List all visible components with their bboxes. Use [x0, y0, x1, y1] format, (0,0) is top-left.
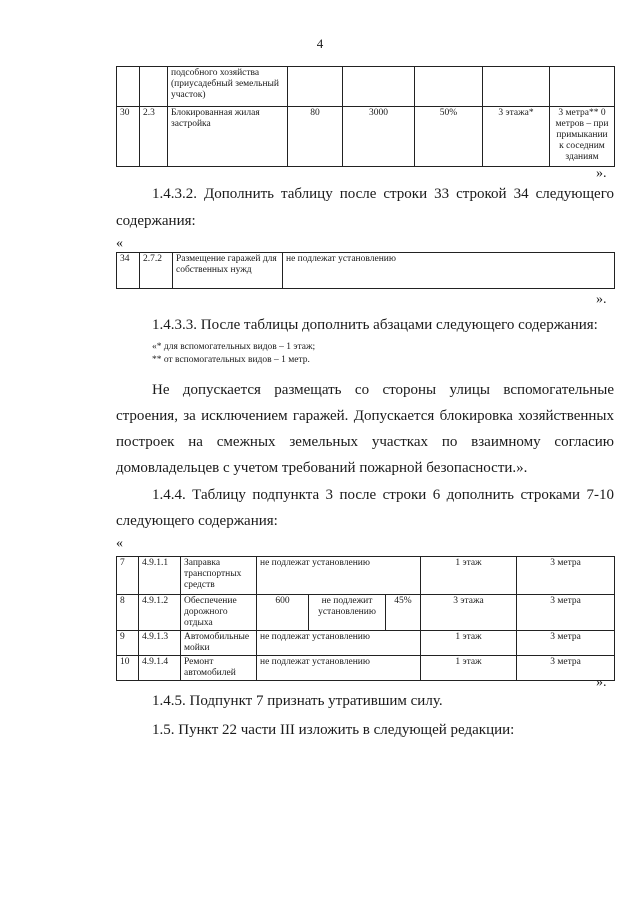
- cell-code: 4.9.1.4: [139, 656, 181, 681]
- cell-distance: 3 метра: [517, 595, 615, 631]
- paragraph-1-4-3-3: 1.4.3.3. После таблицы дополнить абзацами следующего содержания:: [152, 317, 598, 333]
- cell-floors: 1 этаж: [421, 656, 517, 681]
- opening-quote: «: [116, 536, 123, 551]
- paragraph-1-5: 1.5. Пункт 22 части III изложить в следующей редакции:: [152, 722, 515, 738]
- cell-value: 45%: [386, 595, 421, 631]
- closing-quote: ».: [596, 675, 607, 690]
- paragraph-1-4-5: 1.4.5. Подпункт 7 признать утратившим силу.: [152, 693, 443, 709]
- cell-value: 3000: [343, 107, 415, 167]
- cell-value: не подлежит установлению: [309, 595, 386, 631]
- cell-floors: 1 этаж: [421, 557, 517, 595]
- paragraph-1-4-3-2-line2: содержания:: [116, 213, 196, 229]
- cell-row-number: 10: [117, 656, 139, 681]
- cell-code: 4.9.1.1: [139, 557, 181, 595]
- table-row: [117, 67, 615, 107]
- table-row: [117, 107, 615, 167]
- cell-row-number: 8: [117, 595, 139, 631]
- cell-distance: 3 метра: [517, 557, 615, 595]
- cell-use-name: Блокированная жилая застройка: [168, 107, 288, 167]
- cell-row-number: 9: [117, 631, 139, 656]
- cell-distance: 3 метра** 0 метров – при примыкании к соседним зданиям: [550, 107, 615, 167]
- cell-use-name: Обеспечение дорожного отдыха: [181, 595, 257, 631]
- opening-quote: «: [116, 236, 123, 251]
- cell-value: 80: [288, 107, 343, 167]
- footnote-2: ** от вспомогательных видов – 1 метр.: [152, 355, 310, 365]
- cell-value: 50%: [415, 107, 483, 167]
- paragraph-1-4-4-line1: 1.4.4. Таблицу подпункта 3 после строки 6 дополнить строками 7-10: [152, 487, 614, 503]
- cell-distance: 3 метра: [517, 631, 615, 656]
- cell-floors: 1 этаж: [421, 631, 517, 656]
- table-row: [117, 557, 615, 595]
- cell-row-number: 30: [117, 107, 140, 167]
- cell-code: 4.9.1.2: [139, 595, 181, 631]
- table-garages: [116, 252, 615, 289]
- paragraph-1-4-4-line2: следующего содержания:: [116, 513, 278, 529]
- cell-code: 4.9.1.3: [139, 631, 181, 656]
- footnote-1: «* для вспомогательных видов – 1 этаж;: [152, 342, 316, 352]
- closing-quote: ».: [596, 166, 607, 181]
- cell-use-name: Заправка транспортных средств: [181, 557, 257, 595]
- cell-row-number: 34: [117, 253, 140, 289]
- cell-value: 600: [257, 595, 309, 631]
- paragraph-restrictions-line3: построек на смежных земельных участках по взаимному согласию: [116, 434, 614, 450]
- paragraph-restrictions-line4: домовладельцев с учетом требований пожарной безопасности.».: [116, 460, 528, 476]
- cell-use-name: Размещение гаражей для собственных нужд: [173, 253, 283, 289]
- cell-distance: 3 метра: [517, 656, 615, 681]
- closing-quote: ».: [596, 292, 607, 307]
- cell-code: 2.7.2: [140, 253, 173, 289]
- table-row: [117, 253, 615, 289]
- table-row: [117, 631, 615, 656]
- table-land-use-1: [116, 66, 615, 167]
- cell-value: не подлежат установлению: [283, 253, 615, 289]
- cell-floors: 3 этажа: [421, 595, 517, 631]
- table-row: [117, 595, 615, 631]
- table-row: [117, 656, 615, 681]
- cell-value: не подлежат установлению: [257, 557, 421, 595]
- cell-value: не подлежат установлению: [257, 631, 421, 656]
- cell-value: не подлежат установлению: [257, 656, 421, 681]
- paragraph-restrictions-line1: Не допускается размещать со стороны улицы вспомогательные: [152, 382, 614, 398]
- paragraph-1-4-3-2-line1: 1.4.3.2. Дополнить таблицу после строки 33 строкой 34 следующего: [152, 186, 614, 202]
- table-land-use-2: [116, 556, 615, 681]
- cell-code: 2.3: [140, 107, 168, 167]
- paragraph-restrictions-line2: строения, за исключением гаражей. Допускается блокировка хозяйственных: [116, 408, 614, 424]
- cell-floors: 3 этажа*: [483, 107, 550, 167]
- cell-use-name: Ремонт автомобилей: [181, 656, 257, 681]
- page-number: 4: [316, 36, 324, 51]
- cell-use-name: подсобного хозяйства (приусадебный земельный участок): [168, 67, 288, 107]
- cell-row-number: 7: [117, 557, 139, 595]
- cell-use-name: Автомобильные мойки: [181, 631, 257, 656]
